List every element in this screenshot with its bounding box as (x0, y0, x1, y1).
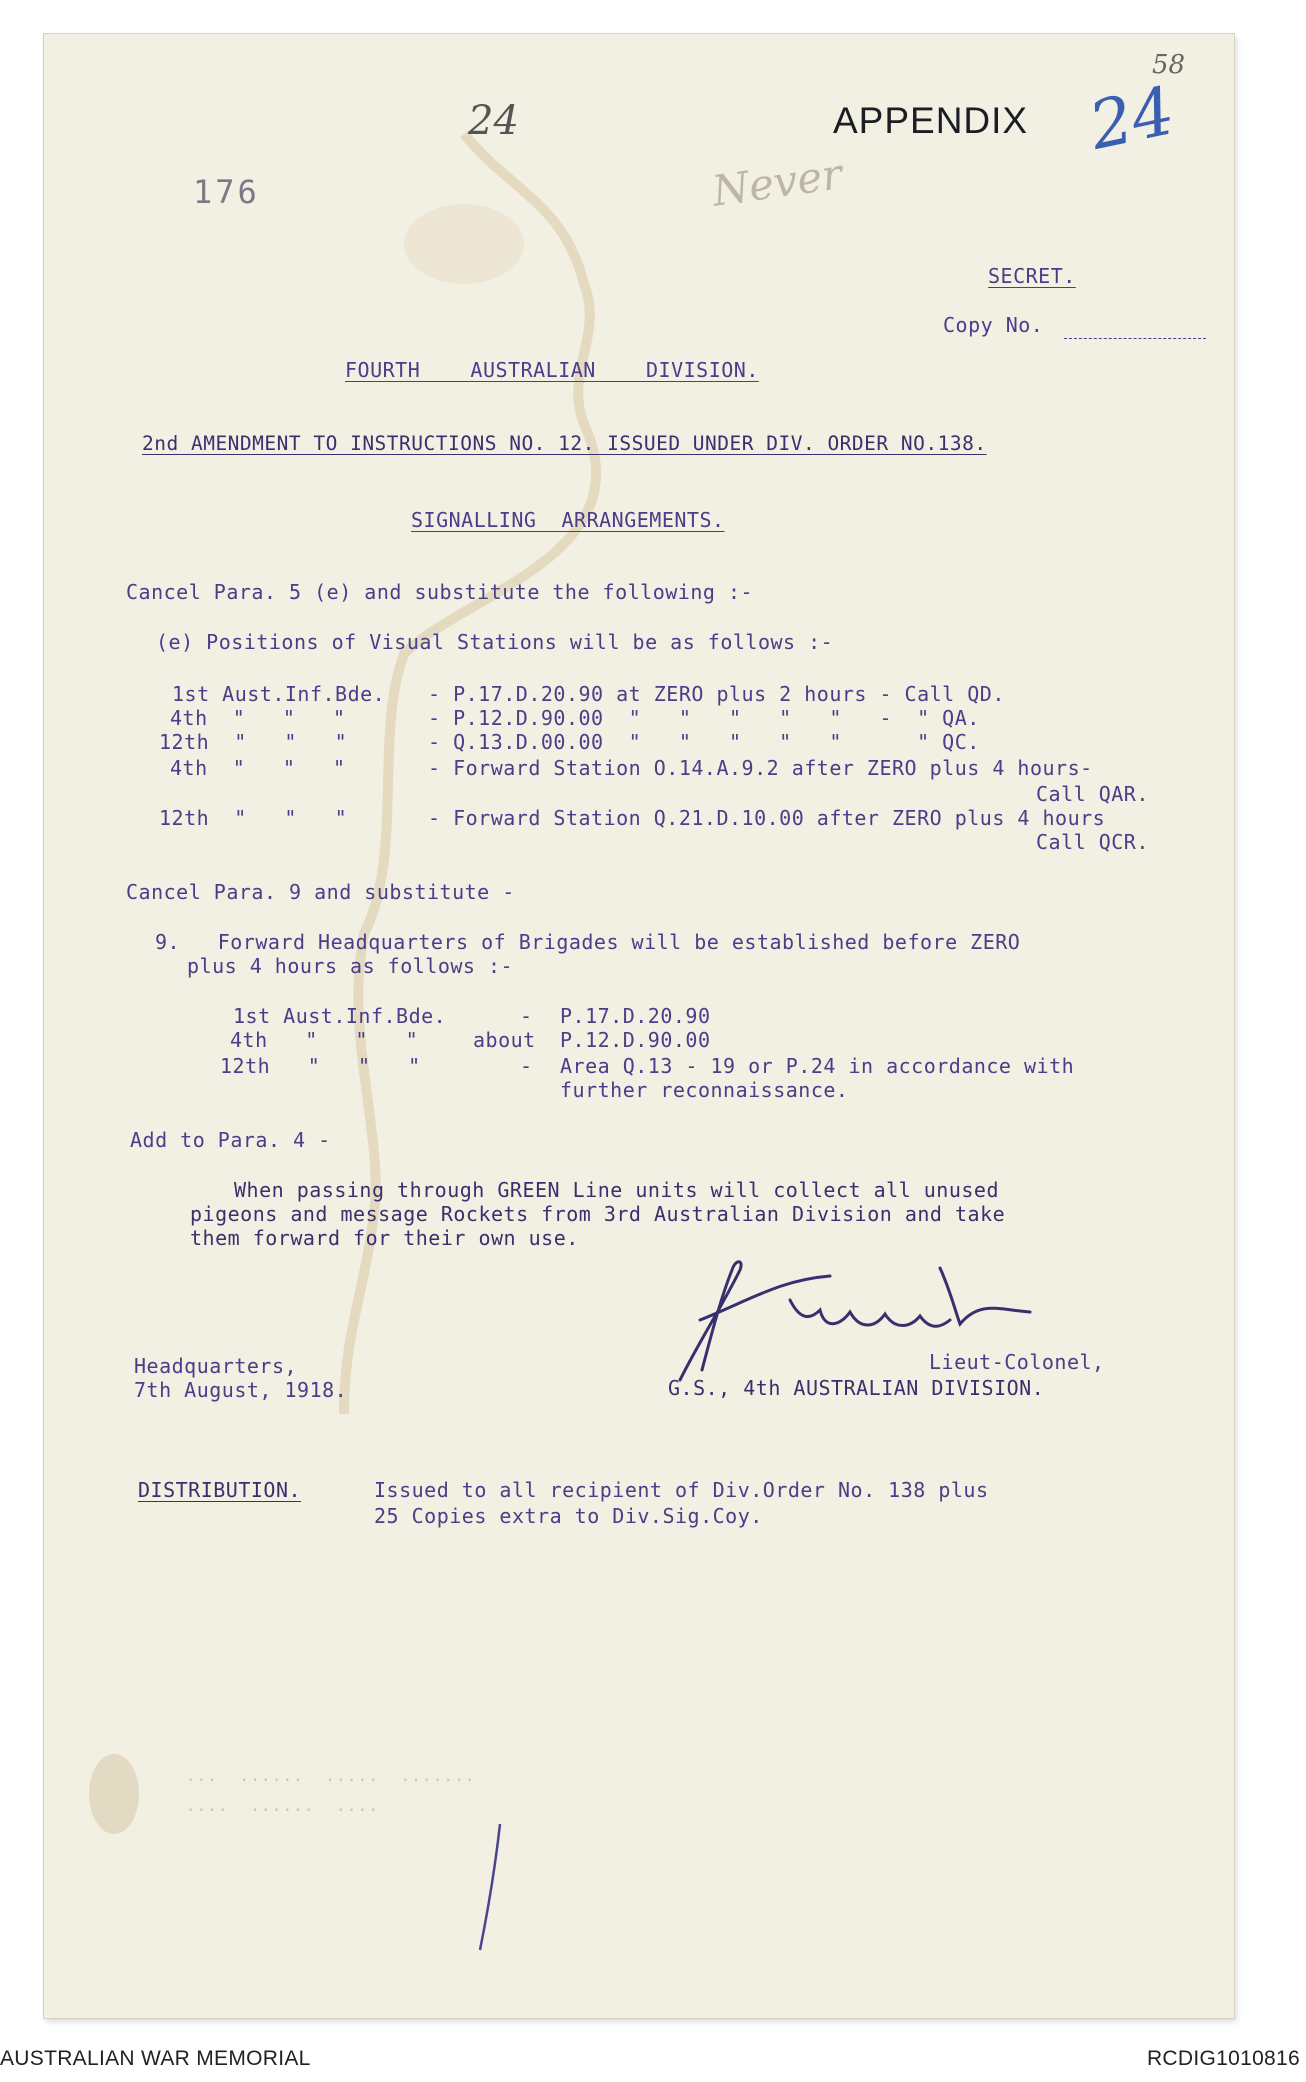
hq-unit: 1st Aust.Inf.Bde. (233, 1004, 447, 1028)
hq-separator: - (520, 1004, 533, 1028)
para4-text-line1: When passing through GREEN Line units will collect all unused (234, 1178, 1000, 1202)
para9-intro: Cancel Para. 9 and substitute - (126, 880, 515, 904)
station-unit: 12th " " " (159, 730, 348, 754)
station-detail: - Q.13.D.00.00 " " " " " " QC. (428, 730, 980, 754)
station-unit: 4th " " " (170, 756, 346, 780)
para4-text-line3: them forward for their own use. (190, 1226, 579, 1250)
hq-unit: 12th " " " (220, 1054, 421, 1078)
station-detail: - P.17.D.20.90 at ZERO plus 2 hours - Call QD. (428, 682, 1005, 706)
hq-separator: about (473, 1028, 536, 1052)
distribution-line1: Issued to all recipient of Div.Order No. 138 plus (374, 1478, 989, 1502)
copy-number-blank-line (1064, 338, 1206, 339)
pencil-mark (470, 1820, 510, 1960)
footer-record-id: RCDIG1010816 (1146, 2047, 1300, 2070)
subject-heading: SIGNALLING ARRANGEMENTS. (411, 508, 725, 532)
handwritten-mark-top: 24 (468, 98, 519, 144)
station-call: Call QAR. (1036, 782, 1149, 806)
handwritten-note: Never (709, 149, 846, 216)
distribution-line2: 25 Copies extra to Div.Sig.Coy. (374, 1504, 763, 1528)
secret-marking: SECRET. (988, 264, 1076, 288)
station-unit: 4th " " " (170, 706, 346, 730)
hq-separator: - (520, 1054, 533, 1078)
hq-location: P.12.D.90.00 (560, 1028, 711, 1052)
station-call: Call QCR. (1036, 830, 1149, 854)
distribution-label: DISTRIBUTION. (138, 1478, 302, 1502)
signatory-rank: Lieut-Colonel, (929, 1350, 1105, 1374)
signatory-appointment: G.S., 4th AUSTRALIAN DIVISION. (668, 1376, 1045, 1400)
hq-location: Area Q.13 - 19 or P.24 in accordance with (560, 1054, 1075, 1078)
hq-location: P.17.D.20.90 (560, 1004, 711, 1028)
copy-number-label: Copy No. (943, 313, 1044, 337)
para9-text-line1: 9. Forward Headquarters of Brigades will be established before ZERO (155, 930, 1021, 954)
signature-name: JDLavarack (640, 1240, 647, 1241)
bleed-through-text: ... ...... ..... ....... (164, 1766, 476, 1786)
para5-intro: Cancel Para. 5 (e) and substitute the following :- (126, 580, 754, 604)
para9-text-line2: plus 4 hours as follows :- (187, 954, 514, 978)
amendment-heading: 2nd AMENDMENT TO INSTRUCTIONS NO. 12. ISSUED UNDER DIV. ORDER NO.138. (142, 432, 987, 455)
hq-unit: 4th " " " (230, 1028, 419, 1052)
origin-date: 7th August, 1918. (134, 1378, 348, 1402)
station-detail: - Forward Station O.14.A.9.2 after ZERO plus 4 hours- (428, 756, 1093, 780)
para4-text-line2: pigeons and message Rockets from 3rd Australian Division and take (190, 1202, 1006, 1226)
appendix-label: APPENDIX (833, 100, 1029, 141)
stamp-number: 176 (193, 173, 260, 211)
hq-location-cont: further reconnaissance. (560, 1078, 849, 1102)
division-heading: FOURTH AUSTRALIAN DIVISION. (345, 358, 759, 382)
bleed-through-text: .... ...... .... (164, 1796, 379, 1816)
para4-intro: Add to Para. 4 - (130, 1128, 331, 1152)
station-unit: 12th " " " (159, 806, 348, 830)
para5-subheading: (e) Positions of Visual Stations will be as follows :- (156, 630, 834, 654)
page-number-handwritten: 58 (1152, 50, 1186, 80)
station-detail: - P.12.D.90.00 " " " " " - " QA. (428, 706, 980, 730)
appendix-number-handwritten: 24 (1082, 72, 1182, 165)
station-unit: 1st Aust.Inf.Bde. (172, 682, 386, 706)
origin-place: Headquarters, (134, 1354, 298, 1378)
footer-archive-name: AUSTRALIAN WAR MEMORIAL (0, 2047, 311, 2070)
station-detail: - Forward Station Q.21.D.10.00 after ZERO plus 4 hours (428, 806, 1106, 830)
